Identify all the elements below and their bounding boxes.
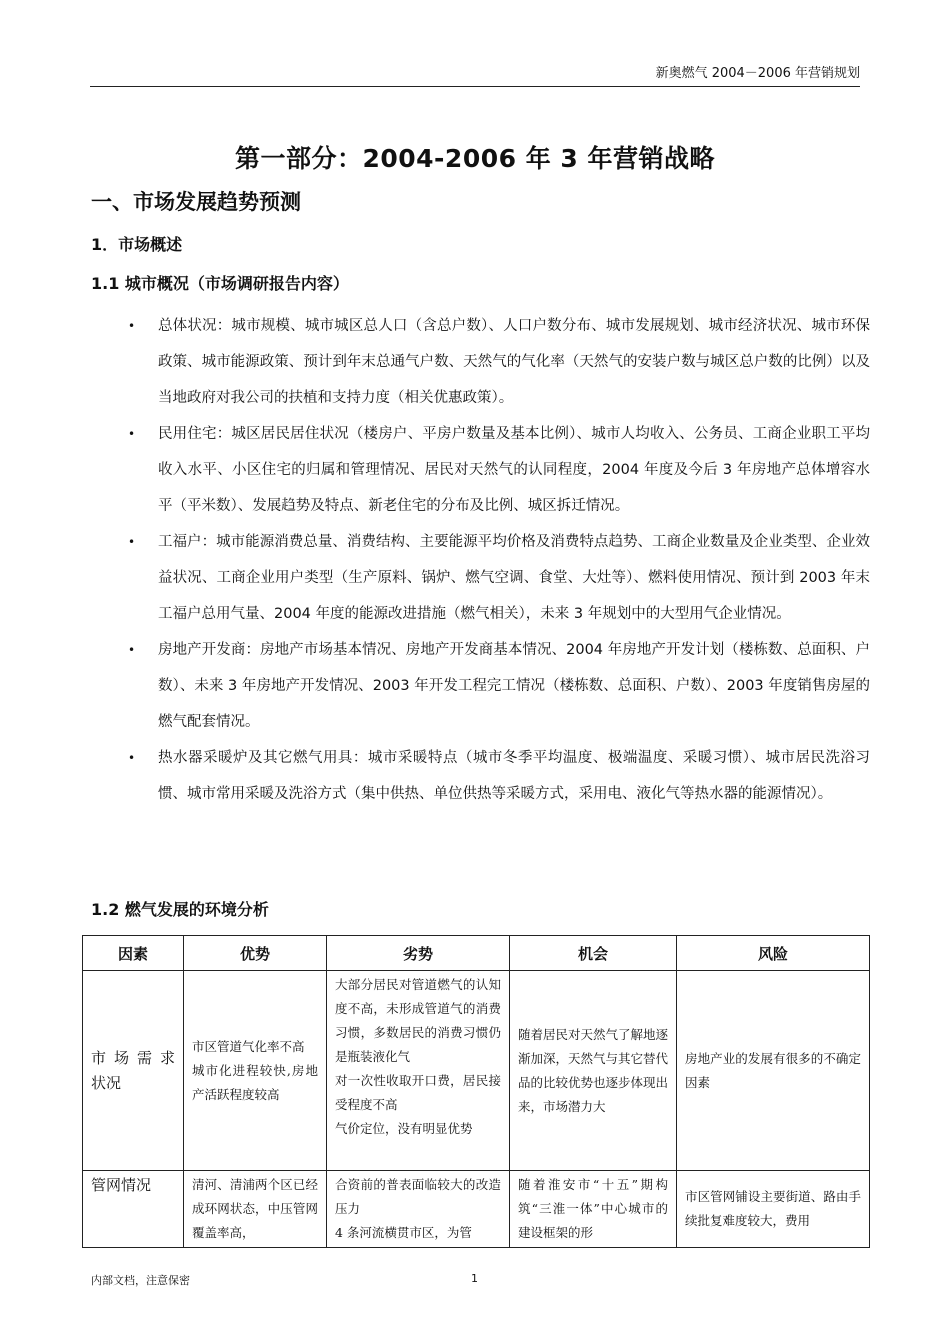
cell-opportunity: 随着淮安市“十五”期构筑“三淮一体”中心城市的建设框架的形 (510, 1171, 677, 1248)
cell-line: 4 条河流横贯市区，为管 (335, 1225, 472, 1240)
cell-line: 清河、清浦两个区已经成环网状态，中压管网覆盖率高， (192, 1177, 318, 1240)
list-item (126, 524, 870, 632)
list-item (126, 416, 870, 524)
footer-confidential-note: 内部文档，注意保密 (91, 1274, 190, 1287)
list-item (126, 740, 870, 812)
list-item (126, 632, 870, 740)
bullet-text: 工福户：城市能源消费总量、消费结构、主要能源平均价格及消费特点趋势、工商企业数量及企业类型、企业效益状况、工商企业用户类型（生产原料、锅炉、燃气空调、食堂、大灶等）、燃料使用情况、预计到 2003 年末工福户总用气量、2004 年度的能源改进措施（燃气相关），未来 3 年规划中的大型用气企业情况。 (158, 534, 870, 622)
header-title: 新奥燃气 2004－2006 年营销规划 (655, 66, 860, 81)
table-row (83, 1171, 870, 1248)
swot-table (82, 935, 870, 1248)
bullet-icon: • (128, 427, 136, 441)
column-header-opportunity: 机会 (510, 936, 677, 971)
bullet-text: 总体状况：城市规模、城市城区总人口（含总户数）、人口户数分布、城市发展规划、城市经济状况、城市环保政策、城市能源政策、预计到年末总通气户数、天然气的气化率（天然气的安装户数与城区总户数的比例）以及当地政府对我公司的扶植和支持力度（相关优惠政策）。 (158, 318, 870, 406)
cell-line: 市区管道气化率不高 (192, 1038, 305, 1054)
list-item (126, 308, 870, 416)
cell-strength (184, 1171, 327, 1248)
section-heading-1-1-2: 1.2 燃气发展的环境分析 (91, 900, 269, 919)
footer-page-number: 1 (471, 1272, 478, 1285)
table-row (83, 971, 870, 1171)
cell-line: 大部分居民对管道燃气的认知度不高，未形成管道气的消费习惯，多数居民的消费习惯仍是瓶装液化气 (335, 977, 501, 1064)
document-title: 第一部分：2004-2006 年 3 年营销战略 (234, 144, 716, 173)
section-heading-1-1-1: 1.1 城市概况（市场调研报告内容） (91, 274, 349, 293)
bullet-list (126, 308, 870, 812)
bullet-icon: • (128, 643, 136, 657)
cell-factor: 管网情况 (83, 1171, 184, 1248)
bullet-text: 民用住宅：城区居民居住状况（楼房户、平房户数量及基本比例）、城市人均收入、公务员、工商企业职工平均收入水平、小区住宅的归属和管理情况、居民对天然气的认同程度，2004 年度及今后 3 年房地产总体增容水平（平米数）、发展趋势及特点、新老住宅的分布及比例、城区拆迁情况。 (158, 426, 870, 514)
bullet-text: 房地产开发商：房地产市场基本情况、房地产开发商基本情况、2004 年房地产开发计划（楼栋数、总面积、户数）、未来 3 年房地产开发情况、2003 年开发工程完工情况（楼栋数、总面积、户数）、2003 年度销售房屋的燃气配套情况。 (158, 642, 870, 730)
cell-line: 城市化进程较快,房地产活跃程度较高 (192, 1062, 318, 1102)
cell-risk: 市区管网铺设主要街道、路由手续批复难度较大，费用 (677, 1171, 870, 1248)
header-divider (90, 86, 860, 87)
section-heading-1: 一、市场发展趋势预测 (91, 190, 301, 214)
cell-line: 对一次性收取开口费，居民接受程度不高 (335, 1073, 501, 1112)
column-header-risk: 风险 (677, 936, 870, 971)
column-header-strength: 优势 (184, 936, 327, 971)
cell-line: 气价定位，没有明显优势 (335, 1121, 473, 1136)
bullet-icon: • (128, 751, 136, 765)
cell-factor: 市 场 需 求状况 (83, 971, 184, 1171)
cell-risk: 房地产业的发展有很多的不确定因素 (677, 971, 870, 1171)
cell-weakness (327, 1171, 510, 1248)
column-header-weakness: 劣势 (327, 936, 510, 971)
cell-strength (184, 971, 327, 1171)
cell-line: 合资前的普表面临较大的改造压力 (335, 1177, 501, 1216)
table-header-row (83, 936, 870, 971)
column-header-factor: 因素 (83, 936, 184, 971)
bullet-text: 热水器采暖炉及其它燃气用具：城市采暖特点（城市冬季平均温度、极端温度、采暖习惯）、城市居民洗浴习惯、城市常用采暖及洗浴方式（集中供热、单位供热等采暖方式，采用电、液化气等热水器的能源情况）。 (158, 750, 870, 802)
cell-weakness (327, 971, 510, 1171)
cell-opportunity: 随着居民对天然气了解地逐渐加深，天然气与其它替代品的比较优势也逐步体现出来，市场潜力大 (510, 971, 677, 1171)
section-heading-1-1: 1．市场概述 (91, 235, 183, 254)
bullet-icon: • (128, 535, 136, 549)
bullet-icon: • (128, 319, 136, 333)
